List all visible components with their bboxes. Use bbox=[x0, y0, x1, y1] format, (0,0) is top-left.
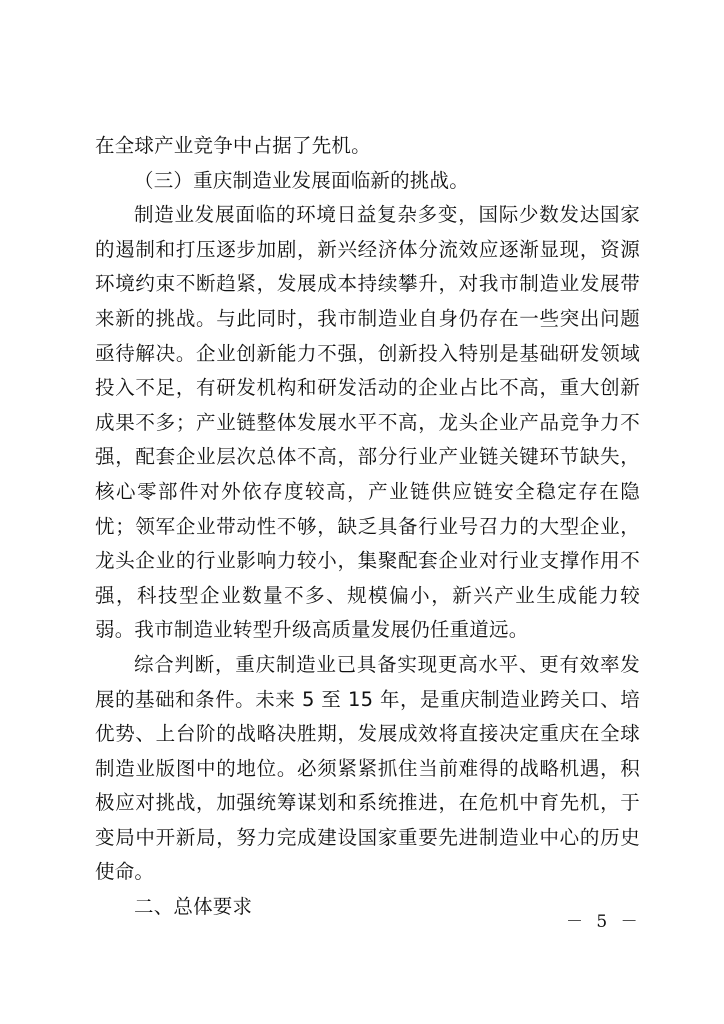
page-number: － 5 － bbox=[566, 912, 642, 932]
section-heading-challenges: （三）重庆制造业发展面临新的挑战。 bbox=[134, 168, 469, 192]
document-body bbox=[95, 129, 640, 925]
paragraph-challenges-body: 制造业发展面临的环境日益复杂多变，国际少数发达国家的遏制和打压逐步加剧，新兴经济体分流效应逐渐显现，资源环境约束不断趋紧，发展成本持续攀升，对我市制造业发展带来新的挑战。与此同时，我市制造业自身仍存在一些突出问题亟待解决。企业创新能力不强，创新投入特别是基础研发领域投入不足，有研发机构和研发活动的企业占比不高，重大创新成果不多；产业链整体发展水平不高，龙头企业产品竞争力不强，配套企业层次总体不高，部分行业产业链关键环节缺失，核心零部件对外依存度较高，产业链供应链安全稳定存在隐忧；领军企业带动性不够，缺乏具备行业号召力的大型企业，龙头企业的行业影响力较小，集聚配套企业对行业支撑作用不强，科技型企业数量不多、规模偏小，新兴产业生成能力较弱。我市制造业转型升级高质量发展仍任重道远。 bbox=[95, 203, 640, 642]
section-heading-overall-requirements: 二、总体要求 bbox=[134, 895, 253, 919]
paragraph-overall-judgment: 综合判断，重庆制造业已具备实现更高水平、更有效率发展的基础和条件。未来 5 至 15 年，是重庆制造业跨关口、培优势、上台阶的战略决胜期，发展成效将直接决定重庆在全球制造业版图中的地位。必须紧紧抓住当前难得的战略机遇，积极应对挑战，加强统筹谋划和系统推进，在危机中育先机，于变局中开新局，努力完成建设国家重要先进制造业中心的历史使命。 bbox=[95, 652, 640, 884]
paragraph-continuation: 在全球产业竞争中占据了先机。 bbox=[95, 134, 371, 157]
